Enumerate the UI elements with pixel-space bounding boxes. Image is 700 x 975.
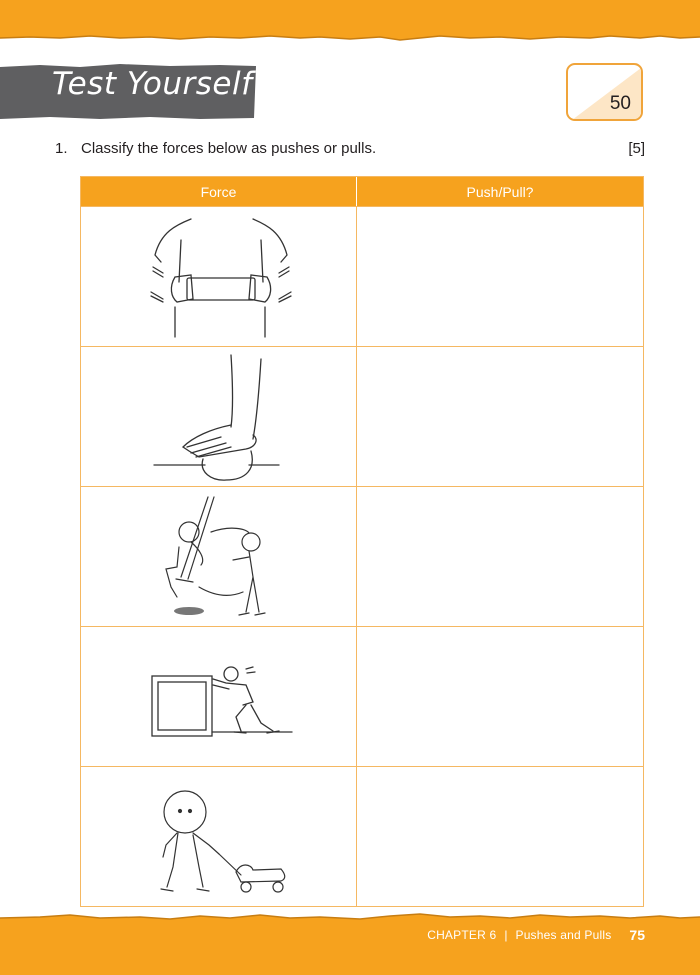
page-title: Test Yourself! xyxy=(52,66,266,102)
table-row xyxy=(81,766,643,906)
force-image-cell xyxy=(81,487,357,626)
score-total: 50 xyxy=(609,93,631,114)
hand-pressing-dough-icon xyxy=(81,347,357,487)
score-box xyxy=(566,63,643,121)
answer-cell[interactable] xyxy=(357,487,643,626)
footer-separator: | xyxy=(504,928,508,942)
force-image-cell xyxy=(81,207,357,346)
boy-pushing-swing-icon xyxy=(81,487,357,627)
classification-table xyxy=(80,176,644,907)
force-image-cell xyxy=(81,767,357,906)
table-header xyxy=(81,177,643,206)
page-number: 75 xyxy=(629,927,645,943)
chapter-title: Pushes and Pulls xyxy=(515,928,612,942)
answer-cell[interactable] xyxy=(357,767,643,906)
table-row xyxy=(81,626,643,766)
table-row xyxy=(81,206,643,346)
question-number: 1. xyxy=(55,140,68,157)
score-box-diagonal-fill xyxy=(568,65,643,121)
force-image-cell xyxy=(81,627,357,766)
baby-pulling-toy-icon xyxy=(81,767,357,907)
page-footer xyxy=(427,927,645,943)
answer-cell[interactable] xyxy=(357,347,643,486)
man-pushing-box-icon xyxy=(81,627,357,767)
chapter-label: CHAPTER 6 xyxy=(427,928,497,942)
question-marks: [5] xyxy=(628,140,645,157)
table-row xyxy=(81,346,643,486)
top-decorative-band xyxy=(0,0,700,44)
answer-cell[interactable] xyxy=(357,207,643,346)
hands-stretching-rubber-band-icon xyxy=(81,207,357,347)
column-header-push-pull: Push/Pull? xyxy=(466,183,534,200)
question-text: Classify the forces below as pushes or pulls. xyxy=(81,140,377,157)
answer-cell[interactable] xyxy=(357,627,643,766)
column-header-force: Force xyxy=(81,177,357,206)
force-image-cell xyxy=(81,347,357,486)
table-row xyxy=(81,486,643,626)
